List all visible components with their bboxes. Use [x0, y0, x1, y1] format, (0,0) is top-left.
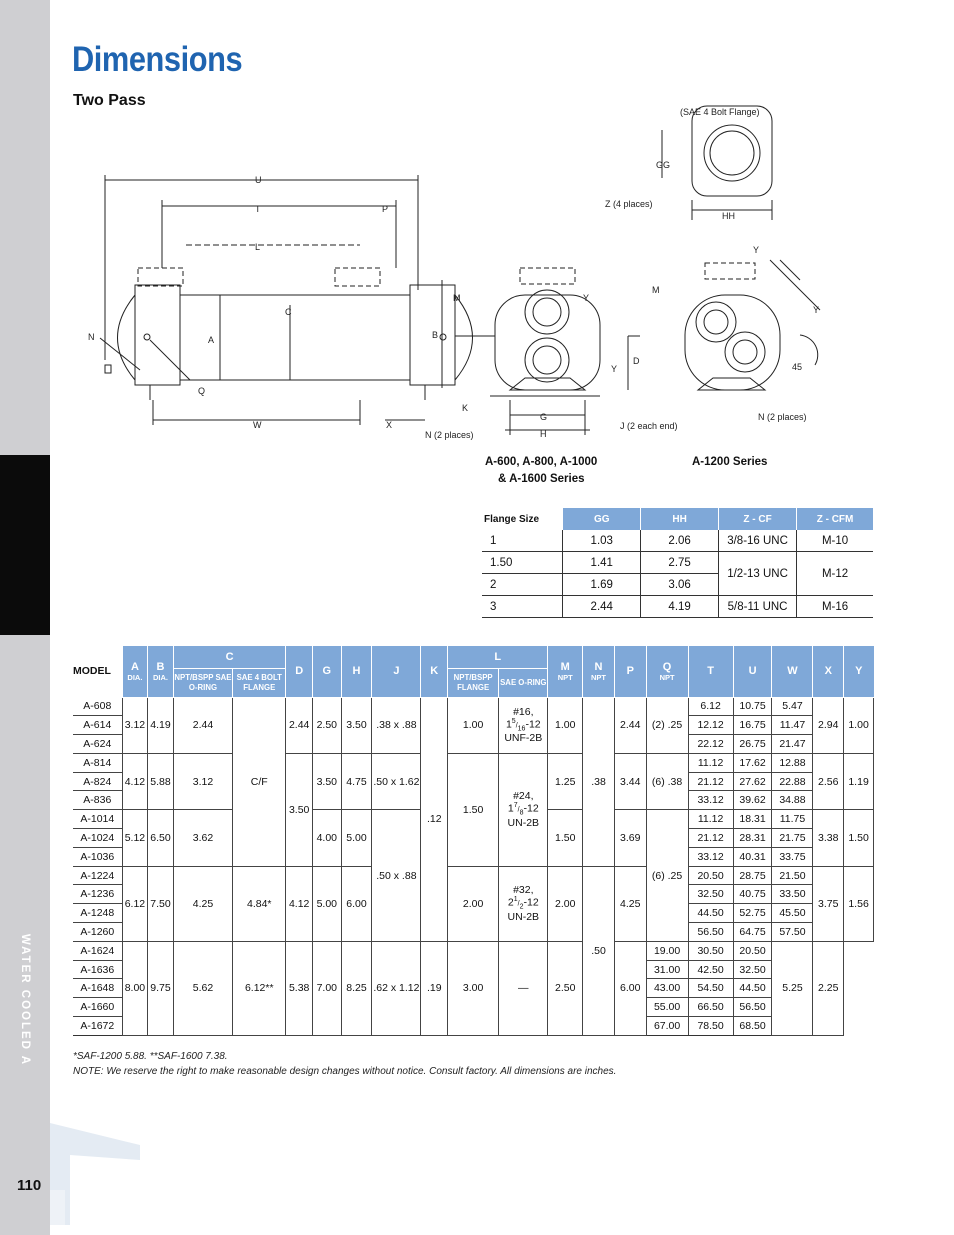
model-cell: A-1672: [73, 1017, 122, 1036]
table-cell: 4.84*: [233, 866, 286, 941]
table-cell: 32.50: [733, 960, 772, 979]
model-cell: A-836: [73, 791, 122, 810]
header-q: [646, 646, 688, 697]
header-p: P: [614, 646, 646, 697]
table-cell: .19: [421, 941, 448, 1035]
flange-table: [482, 508, 873, 618]
table-cell: 3.38: [813, 810, 844, 866]
model-cell: A-1014: [73, 810, 122, 829]
table-cell: 4.25: [173, 866, 232, 941]
header-h: H: [341, 646, 372, 697]
header-l-npt: NPT/BSPP FLANGE: [448, 668, 499, 697]
header-n-sub: NPT: [591, 672, 607, 682]
header-l-sae: SAE O-RING: [499, 668, 548, 697]
table-cell: 28.31: [733, 829, 772, 848]
model-cell: A-1636: [73, 960, 122, 979]
header-m: [548, 646, 583, 697]
table-cell: 30.50: [688, 941, 733, 960]
cell-text: 1: [505, 718, 512, 731]
table-cell: 4.00: [312, 810, 341, 866]
cell-text: 2: [507, 896, 514, 909]
header-b-label: B: [156, 660, 165, 673]
model-cell: A-1024: [73, 829, 122, 848]
caption-series-left-2: & A-1600 Series: [498, 473, 585, 485]
table-cell: 3.50: [286, 753, 313, 866]
table-cell: 10.75: [733, 697, 772, 716]
table-cell: 5/8-11 UNC: [719, 596, 797, 618]
table-cell: 44.50: [688, 904, 733, 923]
table-cell: 3.12: [173, 753, 232, 809]
table-cell: #24, $1^7/_8-12$ UN-2B: [499, 753, 548, 866]
flange-header-gg: GG: [563, 508, 641, 530]
table-cell: 3.44: [614, 753, 646, 809]
table-cell: 3.12: [122, 697, 148, 753]
table-cell: 17.62: [733, 753, 772, 772]
label-x: X: [386, 420, 393, 430]
dimension-drawing: [80, 100, 880, 450]
table-cell: 1.00: [844, 697, 874, 753]
table-row: [482, 596, 873, 618]
table-cell: #16, $1^5/_{16}-12$ UNF-2B: [499, 697, 548, 753]
label-t: T: [255, 204, 261, 214]
table-cell: 33.12: [688, 791, 733, 810]
table-cell: 4.12: [286, 866, 313, 941]
table-cell: 21.50: [772, 866, 813, 885]
table-cell: 27.62: [733, 772, 772, 791]
table-cell: 4.19: [148, 697, 174, 753]
label-m: M: [453, 293, 461, 303]
table-cell: 2.44: [286, 697, 313, 753]
table-cell: 5.62: [173, 941, 232, 1035]
label-y2: Y: [611, 364, 618, 374]
table-cell: 6.12: [688, 697, 733, 716]
table-cell: 21.12: [688, 772, 733, 791]
table-cell: 3.50: [312, 753, 341, 809]
table-cell: 45.50: [772, 904, 813, 923]
table-cell: 28.75: [733, 866, 772, 885]
header-x: X: [813, 646, 844, 697]
table-cell: 11.47: [772, 716, 813, 735]
table-cell: 55.00: [646, 998, 688, 1017]
label-l: L: [255, 242, 261, 252]
label-n: N: [88, 332, 95, 342]
table-cell: 21.47: [772, 735, 813, 754]
table-cell: 4.25: [614, 866, 646, 941]
table-cell: 44.50: [733, 979, 772, 998]
table-cell: 1.19: [844, 753, 874, 809]
flange-header-size: Flange Size: [482, 508, 563, 530]
model-cell: A-1036: [73, 847, 122, 866]
table-cell: 6.00: [341, 866, 372, 941]
table-cell: .50 x .88: [372, 810, 421, 942]
footnote-saf: *SAF-1200 5.88. **SAF-1600 7.38.: [73, 1051, 228, 1062]
header-y: Y: [844, 646, 874, 697]
table-cell: 21.12: [688, 829, 733, 848]
table-cell: 5.00: [312, 866, 341, 941]
flange-header-z-cfm: Z - CFM: [797, 508, 873, 530]
table-cell: 1.69: [563, 574, 641, 596]
label-m2: M: [652, 285, 660, 295]
table-cell: 22.12: [688, 735, 733, 754]
caption-series-left-1: A-600, A-800, A-1000: [485, 456, 598, 468]
table-cell: 67.00: [646, 1017, 688, 1036]
label-y3: Y: [753, 245, 760, 255]
header-n: [583, 646, 615, 697]
model-cell: A-624: [73, 735, 122, 754]
section-tab[interactable]: [0, 455, 50, 1067]
table-cell: 54.50: [688, 979, 733, 998]
header-n-label: N: [594, 660, 603, 673]
page-subtitle: Two Pass: [73, 92, 146, 109]
watermark-logo: [50, 1115, 170, 1225]
table-cell: 3/8-16 UNC: [719, 530, 797, 552]
table-cell: 16.75: [733, 716, 772, 735]
label-u: U: [255, 175, 262, 185]
table-cell: 6.00: [614, 941, 646, 1035]
table-cell: 3.62: [173, 810, 232, 866]
table-cell: 1.56: [844, 866, 874, 941]
header-l: L: [448, 646, 548, 668]
cell-text: 16: [517, 725, 526, 733]
label-h: H: [540, 429, 547, 439]
table-row: [73, 866, 874, 885]
page-title: Dimensions: [72, 40, 243, 79]
table-cell: .50 x 1.62: [372, 753, 421, 809]
table-cell: 5.47: [772, 697, 813, 716]
table-cell: 78.50: [688, 1017, 733, 1036]
model-cell: A-824: [73, 772, 122, 791]
table-cell: 3: [482, 596, 563, 618]
table-cell: 1.41: [563, 552, 641, 574]
header-g: G: [312, 646, 341, 697]
table-row: [482, 530, 873, 552]
table-cell: 57.50: [772, 923, 813, 942]
cell-text: #16,: [513, 705, 534, 718]
table-cell: 2.44: [173, 697, 232, 753]
table-cell: 40.31: [733, 847, 772, 866]
cell-text: 1: [507, 802, 514, 815]
table-cell: 22.88: [772, 772, 813, 791]
table-cell: 68.50: [733, 1017, 772, 1036]
table-cell: .38: [583, 697, 615, 866]
table-cell: 56.50: [733, 998, 772, 1017]
table-cell: 2.00: [448, 866, 499, 941]
table-cell: 40.75: [733, 885, 772, 904]
label-p: P: [382, 204, 389, 214]
cell-text: 8: [519, 810, 524, 818]
flange-header-z-cf: Z - CF: [719, 508, 797, 530]
header-m-label: M: [560, 660, 570, 673]
table-cell: 4.19: [641, 596, 719, 618]
table-cell: 12.12: [688, 716, 733, 735]
model-cell: A-814: [73, 753, 122, 772]
header-u: U: [733, 646, 772, 697]
table-cell: 2.94: [813, 697, 844, 753]
table-cell: 6.12**: [233, 941, 286, 1035]
label-w: W: [253, 420, 262, 430]
table-cell: 52.75: [733, 904, 772, 923]
section-tab-label: WATER COOLED A: [19, 933, 31, 1067]
table-row: [73, 941, 874, 960]
table-cell: 1.00: [448, 697, 499, 753]
table-cell: 7.50: [148, 866, 174, 941]
header-a-label: A: [130, 660, 139, 673]
table-cell: 1.03: [563, 530, 641, 552]
table-cell: 12.88: [772, 753, 813, 772]
table-cell: 11.12: [688, 810, 733, 829]
cell-text: -12: [523, 896, 539, 909]
table-cell: 1.00: [548, 697, 583, 753]
header-j: J: [372, 646, 421, 697]
table-cell: 5.38: [286, 941, 313, 1035]
table-cell: 1.25: [548, 753, 583, 809]
table-cell: .38 x .88: [372, 697, 421, 753]
model-cell: A-1260: [73, 923, 122, 942]
model-cell: A-1648: [73, 979, 122, 998]
table-cell: 34.88: [772, 791, 813, 810]
label-sae-flange: (SAE 4 Bolt Flange): [680, 107, 760, 117]
model-cell: A-1660: [73, 998, 122, 1017]
table-cell: 56.50: [688, 923, 733, 942]
cell-text: 7: [513, 802, 518, 810]
header-a-sub: DIA.: [127, 672, 143, 682]
header-w: W: [772, 646, 813, 697]
table-cell: 2.06: [641, 530, 719, 552]
table-cell: 26.75: [733, 735, 772, 754]
table-cell: 5.25: [772, 941, 813, 1035]
label-n2-left: N (2 places): [425, 430, 474, 440]
table-cell: 66.50: [688, 998, 733, 1017]
footnote-note: NOTE: We reserve the right to make reasonable design changes without notice. Consult factory. All dimensions are inches.: [73, 1066, 617, 1077]
table-cell: .12: [421, 697, 448, 941]
label-g: G: [540, 412, 548, 422]
header-b-sub: DIA.: [152, 672, 168, 682]
page-number: 110: [17, 1177, 42, 1194]
table-cell: 64.75: [733, 923, 772, 942]
table-cell: M-10: [797, 530, 873, 552]
label-45: 45: [792, 362, 803, 372]
label-gg: GG: [656, 160, 671, 170]
label-hh: HH: [722, 211, 735, 221]
label-y4: Y: [813, 305, 820, 315]
table-row: [73, 697, 874, 716]
label-n2-right: N (2 places): [758, 412, 807, 422]
header-c-npt: NPT/BSPP SAE O-RING: [173, 668, 232, 697]
dimensions-table: [73, 646, 874, 1036]
header-d: D: [286, 646, 313, 697]
model-cell: A-1248: [73, 904, 122, 923]
table-cell: 4.12: [122, 753, 148, 809]
table-cell: 1/2-13 UNC: [719, 552, 797, 596]
table-cell: 4.75: [341, 753, 372, 809]
table-row: [482, 552, 873, 574]
table-cell: 3.06: [641, 574, 719, 596]
header-q-label: Q: [662, 660, 672, 673]
table-cell: 2.00: [548, 866, 583, 941]
table-cell: M-16: [797, 596, 873, 618]
table-cell: 2.50: [312, 697, 341, 753]
header-b: [148, 646, 174, 697]
table-cell: 33.75: [772, 847, 813, 866]
table-cell: 1.50: [844, 810, 874, 866]
header-k: K: [421, 646, 448, 697]
table-cell: 42.50: [688, 960, 733, 979]
table-cell: 1.50: [448, 753, 499, 866]
table-cell: 20.50: [733, 941, 772, 960]
cell-text: -12: [523, 802, 539, 815]
table-cell: 8.25: [341, 941, 372, 1035]
model-cell: A-1224: [73, 866, 122, 885]
header-c-sae: SAE 4 BOLT FLANGE: [233, 668, 286, 697]
table-cell: 2.75: [641, 552, 719, 574]
table-cell: 43.00: [646, 979, 688, 998]
table-cell: 5.12: [122, 810, 148, 866]
cell-text: UNF-2B: [504, 732, 543, 745]
cell-text: 1: [513, 896, 518, 904]
table-cell: 31.00: [646, 960, 688, 979]
table-row: [73, 753, 874, 772]
table-cell: 1.50: [548, 810, 583, 866]
table-cell: C/F: [233, 697, 286, 866]
table-cell: 8.00: [122, 941, 148, 1035]
table-cell: (6) .25: [646, 810, 688, 942]
table-cell: #32, $2^1/_2-12$ UN-2B: [499, 866, 548, 941]
header-m-sub: NPT: [557, 672, 573, 682]
model-cell: A-1624: [73, 941, 122, 960]
table-cell: 33.12: [688, 847, 733, 866]
header-q-sub: NPT: [659, 672, 675, 682]
table-cell: .62 x 1.12: [372, 941, 421, 1035]
label-a: A: [208, 335, 215, 345]
table-cell: 11.75: [772, 810, 813, 829]
table-cell: 9.75: [148, 941, 174, 1035]
cell-text: UN-2B: [507, 911, 540, 924]
label-k: K: [462, 403, 469, 413]
table-cell: 5.00: [341, 810, 372, 866]
table-cell: 6.50: [148, 810, 174, 866]
caption-series-right: A-1200 Series: [692, 456, 768, 468]
table-cell: 2: [482, 574, 563, 596]
table-cell: 1: [482, 530, 563, 552]
header-a: [122, 646, 148, 697]
table-cell: 5.88: [148, 753, 174, 809]
cell-text: 5: [511, 717, 516, 725]
model-cell: A-1236: [73, 885, 122, 904]
table-cell: M-12: [797, 552, 873, 596]
header-c: C: [173, 646, 286, 668]
table-cell: 18.31: [733, 810, 772, 829]
table-cell: 3.69: [614, 810, 646, 866]
label-z4: Z (4 places): [605, 199, 653, 209]
table-cell: .50: [583, 866, 615, 1035]
label-b: B: [432, 330, 439, 340]
table-cell: 1.50: [482, 552, 563, 574]
cell-text: #32,: [513, 884, 534, 897]
table-cell: 19.00: [646, 941, 688, 960]
table-cell: 3.75: [813, 866, 844, 941]
table-cell: 2.44: [614, 697, 646, 753]
model-cell: A-614: [73, 716, 122, 735]
table-cell: 2.56: [813, 753, 844, 809]
table-cell: 20.50: [688, 866, 733, 885]
label-d: D: [633, 356, 640, 366]
table-cell: 2.44: [563, 596, 641, 618]
table-cell: 7.00: [312, 941, 341, 1035]
table-cell: 11.12: [688, 753, 733, 772]
table-cell: (6) .38: [646, 753, 688, 809]
table-cell: 3.00: [448, 941, 499, 1035]
table-cell: 39.62: [733, 791, 772, 810]
table-cell: 32.50: [688, 885, 733, 904]
label-j2: J (2 each end): [620, 421, 678, 431]
table-cell: 21.75: [772, 829, 813, 848]
table-cell: —: [499, 941, 548, 1035]
header-model: MODEL: [73, 646, 122, 697]
table-cell: 2.25: [813, 941, 844, 1035]
table-cell: 33.50: [772, 885, 813, 904]
cell-text: #24,: [513, 790, 534, 803]
label-y1: Y: [583, 293, 590, 303]
header-t: T: [688, 646, 733, 697]
cell-text: 2: [519, 904, 524, 912]
label-c: C: [285, 307, 292, 317]
cell-text: UN-2B: [507, 817, 540, 830]
cell-text: -12: [525, 718, 541, 731]
model-cell: A-608: [73, 697, 122, 716]
flange-header-hh: HH: [641, 508, 719, 530]
table-cell: (2) .25: [646, 697, 688, 753]
table-cell: 2.50: [548, 941, 583, 1035]
table-cell: 3.50: [341, 697, 372, 753]
label-q: Q: [198, 386, 206, 396]
table-cell: 6.12: [122, 866, 148, 941]
